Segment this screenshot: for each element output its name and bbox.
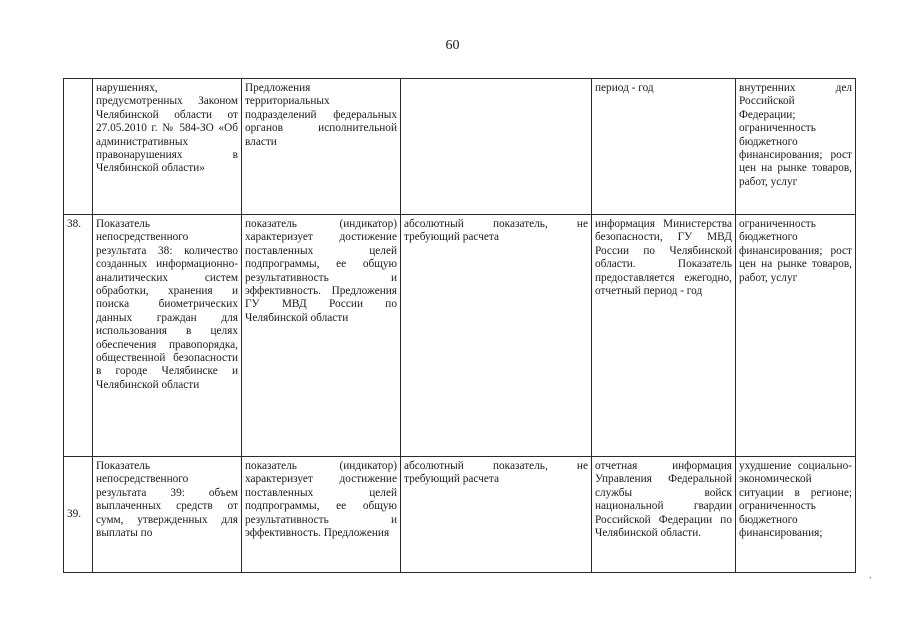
data-source: отчетная информация Управления Федеральной службы войск национальной гвардии Российской Федерации по Челябинской области. (595, 460, 732, 540)
risk-factors: ухудшение социально-экономической ситуации в регионе; ограниченность бюджетного финансирования; (739, 460, 852, 540)
source-cell (592, 79, 736, 215)
indicator-basis-cell (242, 79, 401, 215)
page-number: 60 (445, 38, 460, 53)
risk-cell (736, 215, 856, 457)
indicator-basis: показатель (индикатор) характеризует достижение поставленных целей подпрограммы, ее общую результативность и эффективность. Предложения ГУ МВД России по Челябинской области (245, 218, 397, 324)
risk-cell (736, 457, 856, 573)
risk-cell (736, 79, 856, 215)
data-source: период - год (595, 82, 654, 94)
calculation-method: абсолютный показатель, не требующий расчета (404, 218, 588, 244)
data-source: информация Министерства безопасности, ГУ МВД России по Челябинской области. Показатель предоставляется ежегодно, отчетный период - год (595, 218, 732, 298)
risk-factors: внутренних дел Российской Федерации; ограниченность бюджетного финансирования; рост цен на рынке товаров, работ, услуг (739, 82, 852, 188)
scan-mark: , (865, 570, 874, 581)
row-number: 39. (64, 457, 93, 573)
indicator-basis: Предложения территориальных подразделений федеральных органов исполнительной власти (245, 82, 397, 148)
table-row (64, 79, 856, 215)
calculation-method: абсолютный показатель, не требующий расчета (404, 460, 588, 486)
indicator-basis-cell (242, 215, 401, 457)
calculation-cell (401, 215, 592, 457)
indicator-name-cell (93, 215, 242, 457)
indicator-name: нарушениях, предусмотренных Законом Челябинской области от 27.05.2010 г. № 584-ЗО «Об административных правонарушениях в Челябинской области» (96, 82, 238, 175)
row-number (64, 79, 93, 215)
indicator-name: Показатель непосредственного результата 38: количество созданных информационно-аналитических систем обработки, хранения и поиска биометрических данных граждан для использования в целях обеспечения правопорядка, общественной безопасности в городе Челябинске и Челябинской области (96, 218, 238, 391)
indicators-table (63, 78, 856, 573)
indicator-name-cell (93, 79, 242, 215)
indicator-name-cell (93, 457, 242, 573)
indicator-name: Показатель непосредственного результата 39: объем выплаченных средств от сумм, утвержденных для выплаты по (96, 460, 238, 540)
indicator-basis: показатель (индикатор) характеризует достижение поставленных целей подпрограммы, ее общую результативность и эффективность. Предложения (245, 460, 397, 540)
source-cell (592, 215, 736, 457)
calculation-cell (401, 457, 592, 573)
row-number: 38. (64, 215, 93, 457)
table-row (64, 457, 856, 573)
source-cell (592, 457, 736, 573)
risk-factors: ограниченность бюджетного финансирования; рост цен на рынке товаров, работ, услуг (739, 218, 852, 284)
indicator-basis-cell (242, 457, 401, 573)
table-row (64, 215, 856, 457)
calculation-cell (401, 79, 592, 215)
